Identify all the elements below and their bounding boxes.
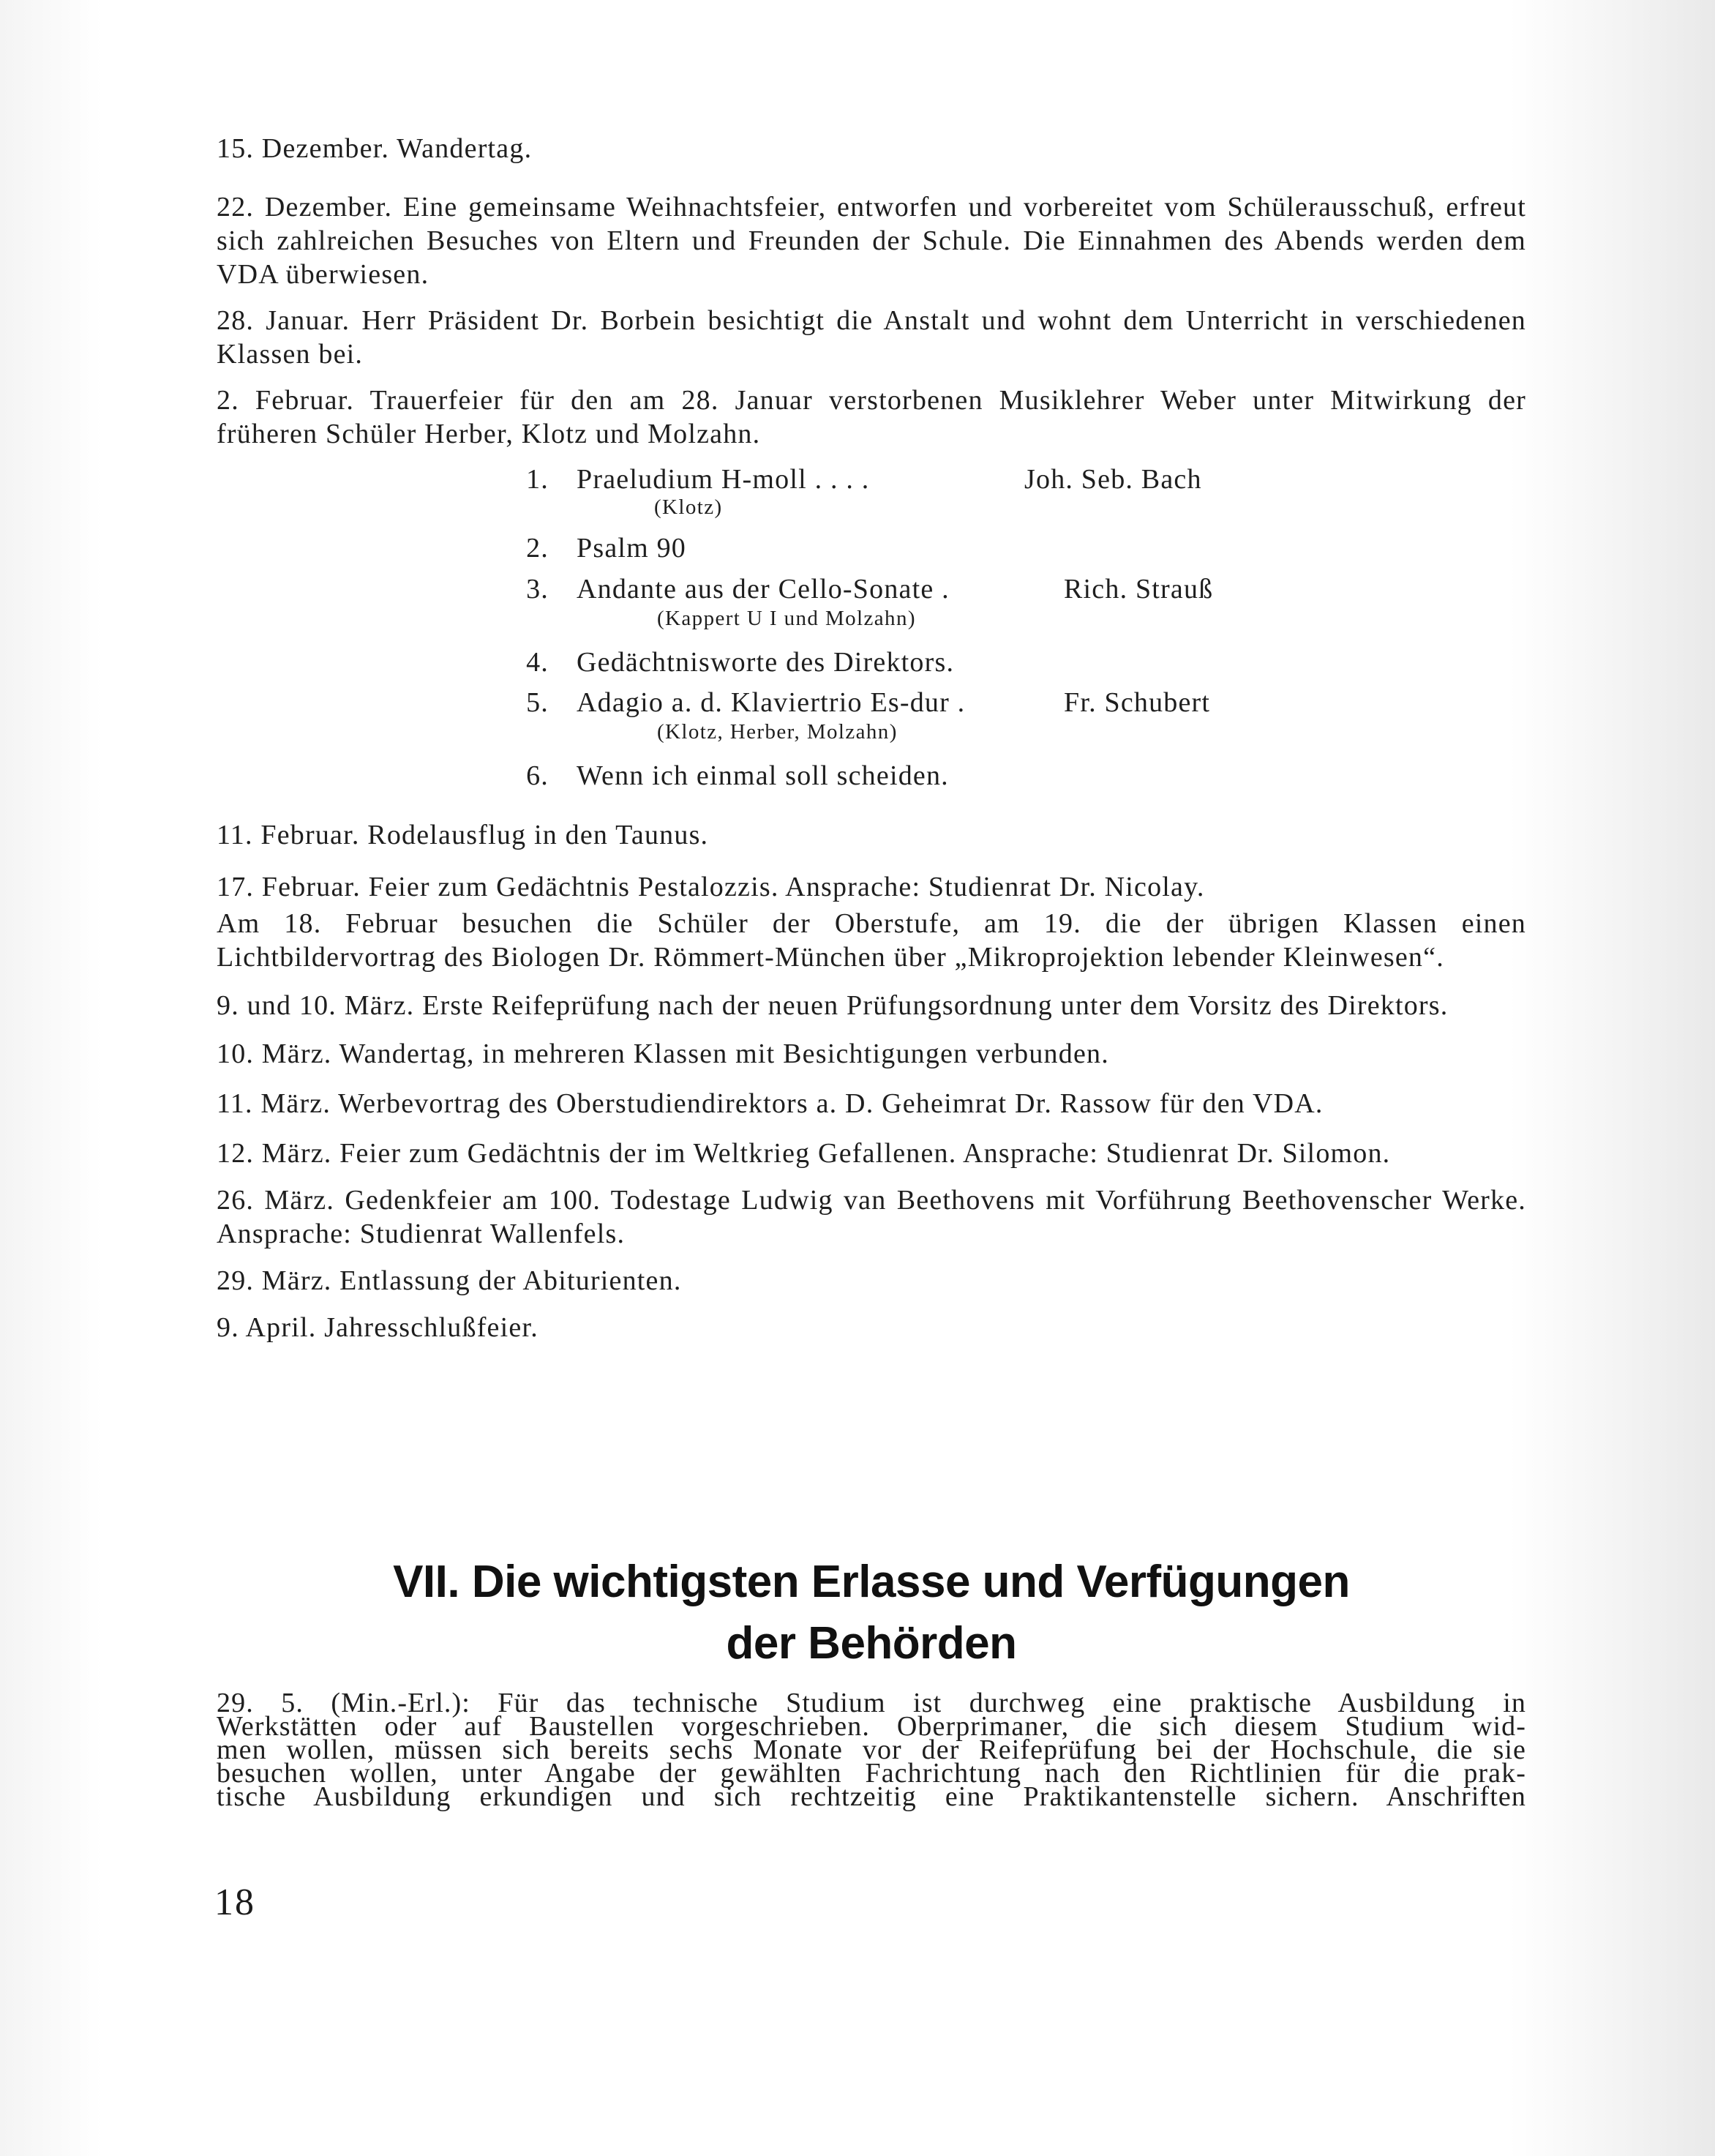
program-composer: Joh. Seb. Bach bbox=[1024, 464, 1202, 495]
chronicle-entry: 22. Dezember. Eine gemeinsame Weihnachtsfeier, entworfen und vorbereitet vom Schülerausschuß, erfreut sich zahlreichen Besuches von Eltern und Freunden der Schule. Die Einnahmen des Abends werden dem VDA überwiesen. bbox=[217, 192, 1526, 290]
program-performers: (Klotz, Herber, Molzahn) bbox=[657, 720, 898, 744]
memorial-program bbox=[217, 463, 1526, 812]
decree-line: tische Ausbildung erkundigen und sich rechtzeitig eine Praktikantenstelle sichern. Anschriften bbox=[217, 1781, 1526, 1812]
program-number: 2. bbox=[526, 533, 549, 564]
decree-line: Werkstätten oder auf Baustellen vorgeschrieben. Oberprimaner, die sich diesem Studium wid- bbox=[217, 1711, 1526, 1742]
chronicle-entry: 10. März. Wandertag, in mehreren Klassen mit Besichtigungen verbunden. bbox=[217, 1038, 1109, 1069]
section-heading bbox=[217, 1552, 1526, 1674]
chronicle-column bbox=[217, 132, 1526, 1358]
program-number: 1. bbox=[526, 464, 549, 495]
page-number: 18 bbox=[214, 1882, 255, 1923]
program-item-6 bbox=[217, 759, 1526, 793]
program-title: Andante aus der Cello-Sonate . bbox=[577, 574, 950, 604]
program-title: Praeludium H-moll . . . . bbox=[577, 464, 870, 495]
section-heading-line-1: VII. Die wichtigsten Erlasse und Verfügungen bbox=[393, 1557, 1350, 1607]
chronicle-entry: 29. März. Entlassung der Abiturienten. bbox=[217, 1265, 682, 1296]
program-composer: Rich. Strauß bbox=[1064, 574, 1214, 604]
chronicle-entry: 2. Februar. Trauerfeier für den am 28. Januar verstorbenen Musiklehrer Weber unter Mitwirkung der früheren Schüler Herber, Klotz und Molzahn. bbox=[217, 385, 1526, 449]
chronicle-entry: 26. März. Gedenkfeier am 100. Todestage Ludwig van Beethovens mit Vorführung Beethovenscher Werke. Ansprache: Studienrat Wallenfels. bbox=[217, 1185, 1526, 1249]
chronicle-entry: 28. Januar. Herr Präsident Dr. Borbein besichtigt die Anstalt und wohnt dem Unterricht in verschiedenen Klassen bei. bbox=[217, 305, 1526, 370]
program-number: 6. bbox=[526, 760, 549, 791]
chronicle-entry: 15. Dezember. Wandertag. bbox=[217, 133, 533, 164]
decree-line: 29. 5. (Min.-Erl.): Für das technische Studium ist durchweg eine praktische Ausbildung in bbox=[217, 1688, 1526, 1718]
decree-paragraph bbox=[217, 1688, 1526, 1812]
section-heading-line-2: der Behörden bbox=[726, 1618, 1017, 1669]
program-number: 3. bbox=[526, 574, 549, 604]
chronicle-entry: Am 18. Februar besuchen die Schüler der Oberstufe, am 19. die der übrigen Klassen einen Lichtbildervortrag des Biologen Dr. Römmert-München über „Mikroprojektion lebender Kleinwesen“. bbox=[217, 908, 1526, 973]
chronicle-entry: 17. Februar. Feier zum Gedächtnis Pestalozzis. Ansprache: Studienrat Dr. Nicolay. bbox=[217, 872, 1205, 902]
decree-line: besuchen wollen, unter Angabe der gewählten Fachrichtung nach den Richtlinien für die prak- bbox=[217, 1758, 1526, 1789]
program-title: Psalm 90 bbox=[577, 533, 687, 564]
program-item-2 bbox=[217, 531, 1526, 565]
chronicle-entry: 11. Februar. Rodelausflug in den Taunus. bbox=[217, 820, 709, 850]
program-title: Wenn ich einmal soll scheiden. bbox=[577, 760, 949, 791]
program-number: 5. bbox=[526, 687, 549, 718]
program-title: Gedächtnisworte des Direktors. bbox=[577, 647, 955, 678]
chronicle-entry: 11. März. Werbevortrag des Oberstudiendirektors a. D. Geheimrat Dr. Rassow für den VDA. bbox=[217, 1088, 1324, 1119]
program-title: Adagio a. d. Klaviertrio Es-dur . bbox=[577, 687, 966, 718]
program-item-4 bbox=[217, 645, 1526, 679]
program-composer: Fr. Schubert bbox=[1064, 687, 1211, 718]
chronicle-entry: 9. April. Jahresschlußfeier. bbox=[217, 1312, 538, 1343]
chronicle-entry: 12. März. Feier zum Gedächtnis der im Weltkrieg Gefallenen. Ansprache: Studienrat Dr. Silomon. bbox=[217, 1138, 1391, 1169]
decree-line: men wollen, müssen sich bereits sechs Monate vor der Reifeprüfung bei der Hochschule, die sie bbox=[217, 1734, 1526, 1765]
program-item-1 bbox=[217, 463, 1526, 496]
program-performers: (Kappert U I und Molzahn) bbox=[657, 607, 916, 630]
program-performers: (Klotz) bbox=[654, 495, 723, 519]
program-number: 4. bbox=[526, 647, 549, 678]
chronicle-entry: 9. und 10. März. Erste Reifeprüfung nach der neuen Prüfungsordnung unter dem Vorsitz des Direktors. bbox=[217, 990, 1449, 1021]
